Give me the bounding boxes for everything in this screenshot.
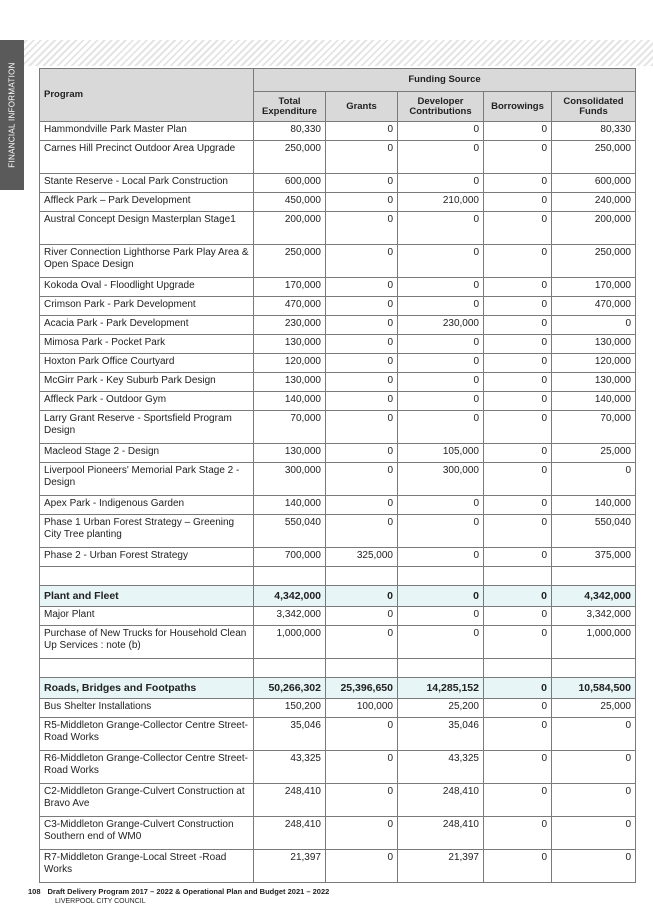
table-row <box>40 354 636 373</box>
program-cell: Phase 1 Urban Forest Strategy – Greening City Tree planting <box>40 515 254 548</box>
section-side-tab <box>0 40 24 190</box>
table-row <box>40 212 636 245</box>
amount-cell <box>552 567 636 586</box>
amount-cell: 35,046 <box>398 718 484 751</box>
table-row <box>40 463 636 496</box>
amount-cell: 130,000 <box>552 373 636 392</box>
amount-cell: 0 <box>326 411 398 444</box>
amount-cell <box>484 659 552 678</box>
amount-cell: 170,000 <box>254 278 326 297</box>
table-row <box>40 278 636 297</box>
table-row <box>40 784 636 817</box>
program-cell: Bus Shelter Installations <box>40 699 254 718</box>
amount-cell: 0 <box>484 297 552 316</box>
amount-cell: 0 <box>484 817 552 850</box>
header-borrowings: Borrowings <box>484 92 552 122</box>
amount-cell: 0 <box>326 850 398 883</box>
amount-cell: 550,040 <box>552 515 636 548</box>
amount-cell: 25,396,650 <box>326 678 398 699</box>
amount-cell: 10,584,500 <box>552 678 636 699</box>
program-cell: Larry Grant Reserve - Sportsfield Program Design <box>40 411 254 444</box>
section-row <box>40 586 636 607</box>
table-row <box>40 850 636 883</box>
table-row <box>40 548 636 567</box>
table-row <box>40 751 636 784</box>
amount-cell: 0 <box>398 278 484 297</box>
amount-cell: 43,325 <box>254 751 326 784</box>
amount-cell: 0 <box>398 354 484 373</box>
program-cell: Macleod Stage 2 - Design <box>40 444 254 463</box>
amount-cell: 0 <box>326 444 398 463</box>
amount-cell: 0 <box>326 174 398 193</box>
table-row <box>40 411 636 444</box>
header-funding-source: Funding Source <box>254 69 636 92</box>
amount-cell: 100,000 <box>326 699 398 718</box>
amount-cell: 0 <box>484 463 552 496</box>
amount-cell: 140,000 <box>254 392 326 411</box>
header-total-expenditure: Total Expenditure <box>254 92 326 122</box>
amount-cell: 0 <box>398 245 484 278</box>
amount-cell: 80,330 <box>254 122 326 141</box>
amount-cell: 0 <box>398 335 484 354</box>
amount-cell: 0 <box>552 718 636 751</box>
amount-cell: 0 <box>552 784 636 817</box>
table-row <box>40 141 636 174</box>
amount-cell: 0 <box>484 607 552 626</box>
amount-cell <box>398 567 484 586</box>
amount-cell: 0 <box>326 607 398 626</box>
amount-cell: 0 <box>484 193 552 212</box>
program-cell: Major Plant <box>40 607 254 626</box>
amount-cell: 25,000 <box>552 699 636 718</box>
amount-cell: 248,410 <box>254 784 326 817</box>
table-row <box>40 817 636 850</box>
amount-cell: 248,410 <box>254 817 326 850</box>
table-row <box>40 297 636 316</box>
amount-cell: 250,000 <box>552 141 636 174</box>
amount-cell: 0 <box>326 463 398 496</box>
amount-cell <box>398 659 484 678</box>
page-footer <box>28 887 329 907</box>
amount-cell: 250,000 <box>552 245 636 278</box>
amount-cell: 0 <box>326 141 398 174</box>
amount-cell: 0 <box>484 212 552 245</box>
table-row <box>40 444 636 463</box>
program-cell: Mimosa Park - Pocket Park <box>40 335 254 354</box>
table-row <box>40 626 636 659</box>
amount-cell: 0 <box>552 316 636 335</box>
amount-cell: 0 <box>326 354 398 373</box>
amount-cell <box>326 659 398 678</box>
amount-cell: 0 <box>484 245 552 278</box>
program-cell: Phase 2 - Urban Forest Strategy <box>40 548 254 567</box>
amount-cell: 0 <box>398 174 484 193</box>
amount-cell: 300,000 <box>254 463 326 496</box>
program-cell: Liverpool Pioneers' Memorial Park Stage 2 - Design <box>40 463 254 496</box>
amount-cell: 120,000 <box>552 354 636 373</box>
program-cell <box>40 659 254 678</box>
amount-cell: 470,000 <box>552 297 636 316</box>
amount-cell: 700,000 <box>254 548 326 567</box>
amount-cell: 0 <box>484 626 552 659</box>
amount-cell: 0 <box>484 751 552 784</box>
amount-cell: 0 <box>326 817 398 850</box>
amount-cell: 240,000 <box>552 193 636 212</box>
page-number: 108 <box>28 887 41 896</box>
program-cell: Affleck Park – Park Development <box>40 193 254 212</box>
amount-cell: 230,000 <box>254 316 326 335</box>
amount-cell: 0 <box>398 373 484 392</box>
program-cell: Crimson Park - Park Development <box>40 297 254 316</box>
amount-cell: 0 <box>326 626 398 659</box>
amount-cell: 1,000,000 <box>254 626 326 659</box>
amount-cell: 200,000 <box>552 212 636 245</box>
amount-cell: 600,000 <box>552 174 636 193</box>
section-row <box>40 678 636 699</box>
amount-cell: 0 <box>484 316 552 335</box>
amount-cell: 0 <box>484 784 552 817</box>
program-cell: R7-Middleton Grange-Local Street -Road Works <box>40 850 254 883</box>
amount-cell: 120,000 <box>254 354 326 373</box>
amount-cell: 0 <box>326 316 398 335</box>
amount-cell: 0 <box>398 496 484 515</box>
amount-cell: 0 <box>326 335 398 354</box>
amount-cell: 0 <box>484 718 552 751</box>
amount-cell: 130,000 <box>254 335 326 354</box>
program-cell: Kokoda Oval - Floodlight Upgrade <box>40 278 254 297</box>
amount-cell: 0 <box>484 699 552 718</box>
amount-cell: 210,000 <box>398 193 484 212</box>
amount-cell: 0 <box>484 548 552 567</box>
amount-cell: 0 <box>326 784 398 817</box>
header-developer-contributions: Developer Contributions <box>398 92 484 122</box>
program-cell: Purchase of New Trucks for Household Clean Up Services : note (b) <box>40 626 254 659</box>
amount-cell: 0 <box>484 122 552 141</box>
amount-cell: 0 <box>398 515 484 548</box>
amount-cell: 250,000 <box>254 245 326 278</box>
amount-cell: 3,342,000 <box>552 607 636 626</box>
amount-cell: 0 <box>326 212 398 245</box>
amount-cell: 0 <box>326 122 398 141</box>
program-cell: C2-Middleton Grange-Culvert Construction at Bravo Ave <box>40 784 254 817</box>
header-consolidated-funds: Consolidated Funds <box>552 92 636 122</box>
amount-cell: 0 <box>484 354 552 373</box>
amount-cell: 0 <box>398 548 484 567</box>
amount-cell: 130,000 <box>254 373 326 392</box>
amount-cell: 80,330 <box>552 122 636 141</box>
table-row <box>40 245 636 278</box>
amount-cell: 0 <box>484 174 552 193</box>
table-row <box>40 174 636 193</box>
amount-cell: 0 <box>398 586 484 607</box>
program-cell: Roads, Bridges and Footpaths <box>40 678 254 699</box>
amount-cell: 170,000 <box>552 278 636 297</box>
program-cell: R5-Middleton Grange-Collector Centre Street-Road Works <box>40 718 254 751</box>
amount-cell: 600,000 <box>254 174 326 193</box>
amount-cell: 0 <box>484 678 552 699</box>
amount-cell <box>254 659 326 678</box>
amount-cell: 140,000 <box>254 496 326 515</box>
funding-table <box>39 68 636 883</box>
amount-cell: 300,000 <box>398 463 484 496</box>
program-cell: Hammondville Park Master Plan <box>40 122 254 141</box>
amount-cell: 450,000 <box>254 193 326 212</box>
program-cell: Hoxton Park Office Courtyard <box>40 354 254 373</box>
amount-cell: 21,397 <box>254 850 326 883</box>
amount-cell: 0 <box>398 297 484 316</box>
program-cell: Apex Park - Indigenous Garden <box>40 496 254 515</box>
amount-cell: 43,325 <box>398 751 484 784</box>
amount-cell: 0 <box>552 463 636 496</box>
amount-cell: 470,000 <box>254 297 326 316</box>
amount-cell: 0 <box>326 751 398 784</box>
program-cell: Stante Reserve - Local Park Construction <box>40 174 254 193</box>
amount-cell: 0 <box>484 392 552 411</box>
amount-cell: 200,000 <box>254 212 326 245</box>
amount-cell: 0 <box>326 718 398 751</box>
table-row <box>40 122 636 141</box>
amount-cell: 25,000 <box>552 444 636 463</box>
amount-cell: 0 <box>398 141 484 174</box>
amount-cell: 325,000 <box>326 548 398 567</box>
table-row <box>40 392 636 411</box>
amount-cell: 0 <box>326 515 398 548</box>
amount-cell: 140,000 <box>552 496 636 515</box>
table-row <box>40 718 636 751</box>
spacer-row <box>40 567 636 586</box>
amount-cell: 0 <box>484 278 552 297</box>
table-row <box>40 193 636 212</box>
amount-cell: 248,410 <box>398 784 484 817</box>
amount-cell: 0 <box>326 586 398 607</box>
program-cell: R6-Middleton Grange-Collector Centre Street-Road Works <box>40 751 254 784</box>
amount-cell: 0 <box>398 212 484 245</box>
amount-cell: 21,397 <box>398 850 484 883</box>
amount-cell: 0 <box>484 515 552 548</box>
amount-cell: 0 <box>484 444 552 463</box>
amount-cell: 0 <box>484 335 552 354</box>
amount-cell: 140,000 <box>552 392 636 411</box>
amount-cell: 0 <box>484 496 552 515</box>
amount-cell: 0 <box>326 278 398 297</box>
spacer-row <box>40 659 636 678</box>
amount-cell: 0 <box>552 817 636 850</box>
amount-cell: 150,200 <box>254 699 326 718</box>
table-row <box>40 607 636 626</box>
amount-cell: 0 <box>484 411 552 444</box>
amount-cell: 130,000 <box>552 335 636 354</box>
amount-cell <box>326 567 398 586</box>
amount-cell: 4,342,000 <box>254 586 326 607</box>
amount-cell: 0 <box>398 392 484 411</box>
amount-cell: 230,000 <box>398 316 484 335</box>
amount-cell: 248,410 <box>398 817 484 850</box>
table-row <box>40 335 636 354</box>
amount-cell: 35,046 <box>254 718 326 751</box>
amount-cell: 0 <box>326 373 398 392</box>
amount-cell: 0 <box>326 496 398 515</box>
amount-cell: 0 <box>398 626 484 659</box>
amount-cell: 550,040 <box>254 515 326 548</box>
amount-cell: 0 <box>326 193 398 212</box>
header-grants: Grants <box>326 92 398 122</box>
amount-cell: 50,266,302 <box>254 678 326 699</box>
amount-cell: 0 <box>398 411 484 444</box>
amount-cell: 70,000 <box>254 411 326 444</box>
table-row <box>40 316 636 335</box>
side-tab-label: FINANCIAL INFORMATION <box>7 62 17 168</box>
amount-cell: 0 <box>484 373 552 392</box>
amount-cell: 250,000 <box>254 141 326 174</box>
program-cell: Austral Concept Design Masterplan Stage1 <box>40 212 254 245</box>
amount-cell: 0 <box>326 392 398 411</box>
amount-cell: 375,000 <box>552 548 636 567</box>
header-hatch-band <box>0 40 653 66</box>
amount-cell: 1,000,000 <box>552 626 636 659</box>
program-cell: Plant and Fleet <box>40 586 254 607</box>
amount-cell: 25,200 <box>398 699 484 718</box>
program-cell: McGirr Park - Key Suburb Park Design <box>40 373 254 392</box>
table-row <box>40 496 636 515</box>
amount-cell <box>552 659 636 678</box>
amount-cell: 0 <box>484 586 552 607</box>
program-cell <box>40 567 254 586</box>
program-cell: Acacia Park - Park Development <box>40 316 254 335</box>
table-row <box>40 515 636 548</box>
amount-cell: 0 <box>484 141 552 174</box>
amount-cell: 0 <box>484 850 552 883</box>
amount-cell: 0 <box>326 245 398 278</box>
amount-cell: 0 <box>398 122 484 141</box>
amount-cell <box>254 567 326 586</box>
amount-cell: 0 <box>398 607 484 626</box>
amount-cell: 0 <box>552 850 636 883</box>
program-cell: River Connection Lighthorse Park Play Area & Open Space Design <box>40 245 254 278</box>
program-cell: Affleck Park - Outdoor Gym <box>40 392 254 411</box>
table-body <box>40 122 636 883</box>
table-row <box>40 699 636 718</box>
amount-cell: 4,342,000 <box>552 586 636 607</box>
amount-cell: 130,000 <box>254 444 326 463</box>
council-name: LIVERPOOL CITY COUNCIL <box>55 898 146 905</box>
amount-cell: 70,000 <box>552 411 636 444</box>
amount-cell <box>484 567 552 586</box>
amount-cell: 14,285,152 <box>398 678 484 699</box>
document-title: Draft Delivery Program 2017 – 2022 & Operational Plan and Budget 2021 – 2022 <box>47 887 330 896</box>
amount-cell: 0 <box>326 297 398 316</box>
program-cell: Carnes Hill Precinct Outdoor Area Upgrade <box>40 141 254 174</box>
program-cell: C3-Middleton Grange-Culvert Construction Southern end of WM0 <box>40 817 254 850</box>
amount-cell: 0 <box>552 751 636 784</box>
table-row <box>40 373 636 392</box>
header-program: Program <box>40 69 254 122</box>
amount-cell: 105,000 <box>398 444 484 463</box>
amount-cell: 3,342,000 <box>254 607 326 626</box>
